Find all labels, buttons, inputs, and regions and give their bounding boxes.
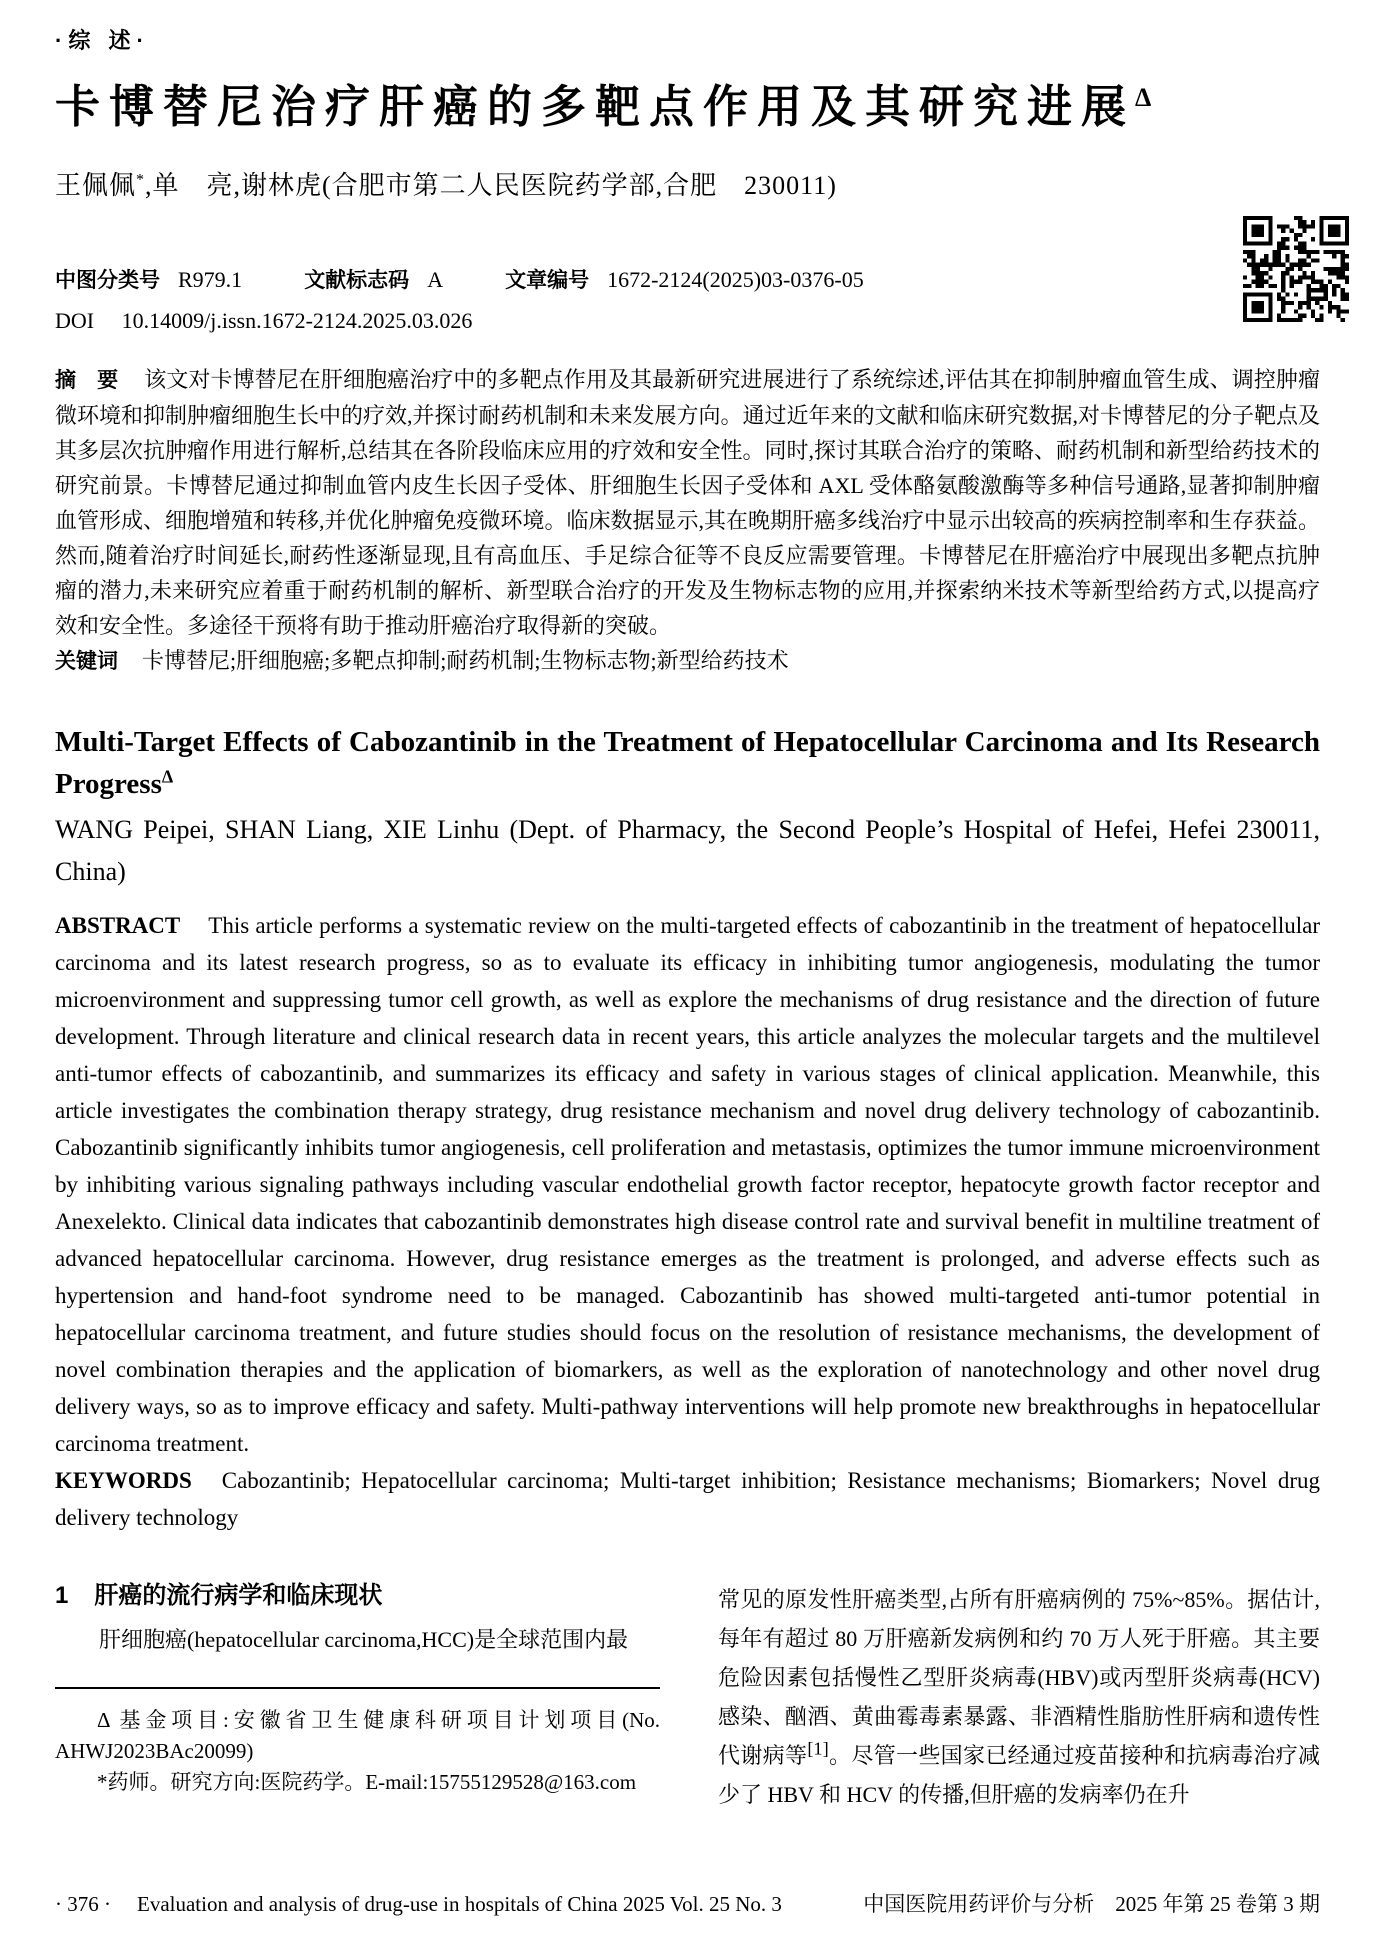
doi-label: DOI (55, 308, 95, 334)
clc-value: R979.1 (178, 267, 243, 293)
footnote-fund-line: Δ 基金项目:安徽省卫生健康科研项目计划项目(No. AHWJ2023BAc20099) (55, 1708, 660, 1764)
section-1-title: 肝癌的流行病学和临床现状 (94, 1582, 383, 1610)
article-title-cn (55, 79, 1320, 135)
journal-name-en: Evaluation and analysis of drug-use in hospitals of China 2025 Vol. 25 No. 3 (137, 1892, 782, 1916)
article-id-value: 1672-2124(2025)03-0376-05 (607, 267, 864, 293)
abstract-cn-label: 摘 要 (55, 369, 119, 393)
authors-affiliation: ,单 亮,谢林虎(合肥市第二人民医院药学部,合肥 230011) (145, 171, 837, 201)
article-title-en (55, 721, 1320, 805)
section-1-heading (55, 1580, 660, 1612)
document-code (304, 264, 443, 294)
footnote-block (55, 1687, 660, 1798)
section-1-paragraph-right (718, 1580, 1320, 1814)
right-column (718, 1580, 1320, 1814)
footer-left (55, 1892, 782, 1917)
abstract-en (55, 907, 1320, 1462)
article-id (505, 264, 864, 294)
article-id-label: 文章编号 (505, 269, 590, 293)
abstract-cn (55, 362, 1320, 643)
authors-line-en: WANG Peipei, SHAN Liang, XIE Linhu (Dept. of Pharmacy, the Second People’s Hospital of Hefei, Hefei 230011, China) (55, 815, 1320, 887)
keywords-en (55, 1462, 1320, 1536)
reference-1-marker: [1] (807, 1738, 829, 1759)
page-number: · 376 · (55, 1892, 111, 1916)
paragraph-text: 常见的原发性肝癌类型,占所有肝癌病例的 75%~85%。据估计,每年有超过 80 万肝癌新发病例和约 70 万人死于肝癌。其主要危险因素包括慢性乙型肝炎病毒(HBV)或丙型肝炎病毒(HCV)感染、酗酒、黄曲霉毒素暴露、非酒精性脂肪性肝病和遗传性代谢病等 (718, 1587, 1320, 1769)
authors-line-cn (55, 165, 1320, 202)
page-footer (55, 1888, 1320, 1918)
keywords-cn-label: 关键词 (55, 650, 118, 674)
qr-code (1243, 216, 1349, 322)
article-title-text: 卡博替尼治疗肝癌的多靶点作用及其研究进展 (55, 82, 1136, 132)
article-meta-row (55, 264, 1320, 294)
title-en-fund-marker: Δ (161, 766, 174, 787)
abstract-en-text: This article performs a systematic review on the multi-targeted effects of cabozantinib in the treatment of hepatocellular carcinoma and its latest research progress, so as to evaluate its efficacy in inhibiting tumor angiogenesis, modulating the tumor microenvironment and suppressing tumor cell growth, as well as explore the mechanisms of drug resistance and the direction of future development. Through literature and clinical research data in recent years, this article analyzes the molecular targets and the multilevel anti-tumor effects of cabozantinib, and summarizes its efficacy and safety in various stages of clinical application. Meanwhile, this article investigates the combination therapy strategy, drug resistance mechanism and novel drug delivery technology of cabozantinib. Cabozantinib significantly inhibits tumor angiogenesis, cell proliferation and metastasis, optimizes the tumor immune microenvironment by inhibiting various signaling pathways including vascular endothelial growth factor receptor, hepatocyte growth factor receptor and Anexelekto. Clinical data indicates that cabozantinib demonstrates high disease control rate and survival benefit in multiline treatment of advanced hepatocellular carcinoma. However, drug resistance emerges as the treatment is prolonged, and adverse effects such as hypertension and hand-foot syndrome need to be managed. Cabozantinib has showed multi-targeted anti-tumor potential in hepatocellular carcinoma treatment, and future studies should focus on the resolution of resistance mechanisms, the development of novel combination therapies and the application of biomarkers, as well as the exploration of nanotechnology and other novel drug delivery ways, so as to improve efficacy and safety. Multi-pathway interventions will help promote new breakthroughs in hepatocellular carcinoma treatment. (55, 913, 1320, 1457)
abstract-en-label: ABSTRACT (55, 913, 181, 939)
document-code-value: A (427, 267, 444, 293)
two-column-body (55, 1580, 1320, 1814)
author-note-marker: * (136, 171, 146, 189)
keywords-cn (55, 643, 1320, 679)
column-section-mark: ·综 述· (55, 28, 150, 53)
section-1-number: 1 (55, 1582, 69, 1610)
keywords-cn-text: 卡博替尼;肝细胞癌;多靶点抑制;耐药机制;生物标志物;新型给药技术 (142, 648, 789, 674)
author-name: 王佩佩 (55, 171, 137, 201)
left-column (55, 1580, 660, 1814)
abstract-cn-text: 该文对卡博替尼在肝细胞癌治疗中的多靶点作用及其最新研究进展进行了系统综述,评估其在抑制肿瘤血管生成、调控肿瘤微环境和抑制肿瘤细胞生长中的疗效,并探讨耐药机制和未来发展方向。通过近年来的文献和临床研究数据,对卡博替尼的分子靶点及其多层次抗肿瘤作用进行解析,总结其在各阶段临床应用的疗效和安全性。同时,探讨其联合治疗的策略、耐药机制和新型给药技术的研究前景。卡博替尼通过抑制血管内皮生长因子受体、肝细胞生长因子受体和 AXL 受体酪氨酸激酶等多种信号通路,显著抑制肿瘤血管形成、细胞增殖和转移,并优化肿瘤免疫微环境。临床数据显示,其在晚期肝癌多线治疗中显示出较高的疾病控制率和生存获益。然而,随着治疗时间延长,耐药性逐渐显现,且有高血压、手足综合征等不良反应需要管理。卡博替尼在肝癌治疗中展现出多靶点抗肿瘤的潜力,未来研究应着重于耐药机制的解析、新型联合治疗的开发及生物标志物的应用,并探索纳米技术等新型给药方式,以提高疗效和安全性。多途径干预将有助于推动肝癌治疗取得新的突破。 (55, 367, 1321, 639)
keywords-en-label: KEYWORDS (55, 1468, 192, 1494)
keywords-en-text: Cabozantinib; Hepatocellular carcinoma; Multi-target inhibition; Resistance mechanisms; Biomarkers; Novel drug delivery technology (55, 1468, 1320, 1531)
footnote-author-line: *药师。研究方向:医院药学。E-mail:15755129528@163.com (97, 1770, 637, 1795)
doi-line (55, 308, 1320, 334)
doi-value: 10.14009/j.issn.1672-2124.2025.03.026 (121, 308, 473, 334)
document-code-label: 文献标志码 (304, 269, 410, 293)
clc-label: 中图分类号 (55, 269, 160, 293)
journal-name-cn: 中国医院用药评价与分析 2025 年第 25 卷第 3 期 (863, 1892, 1320, 1916)
section-1-paragraph-left: 肝细胞癌(hepatocellular carcinoma,HCC)是全球范围内最 (99, 1627, 629, 1653)
article-title-en-text: Multi-Target Effects of Cabozantinib in the Treatment of Hepatocellular Carcinoma and Its Research Progress (55, 726, 1320, 801)
paragraph-text-continued: 。尽管一些国家已经通过疫苗接种和抗病毒治疗减少了 HBV 和 HCV 的传播,但肝癌的发病率仍在升 (718, 1743, 1320, 1808)
title-fund-marker: Δ (1135, 83, 1152, 112)
clc-number (55, 264, 242, 294)
